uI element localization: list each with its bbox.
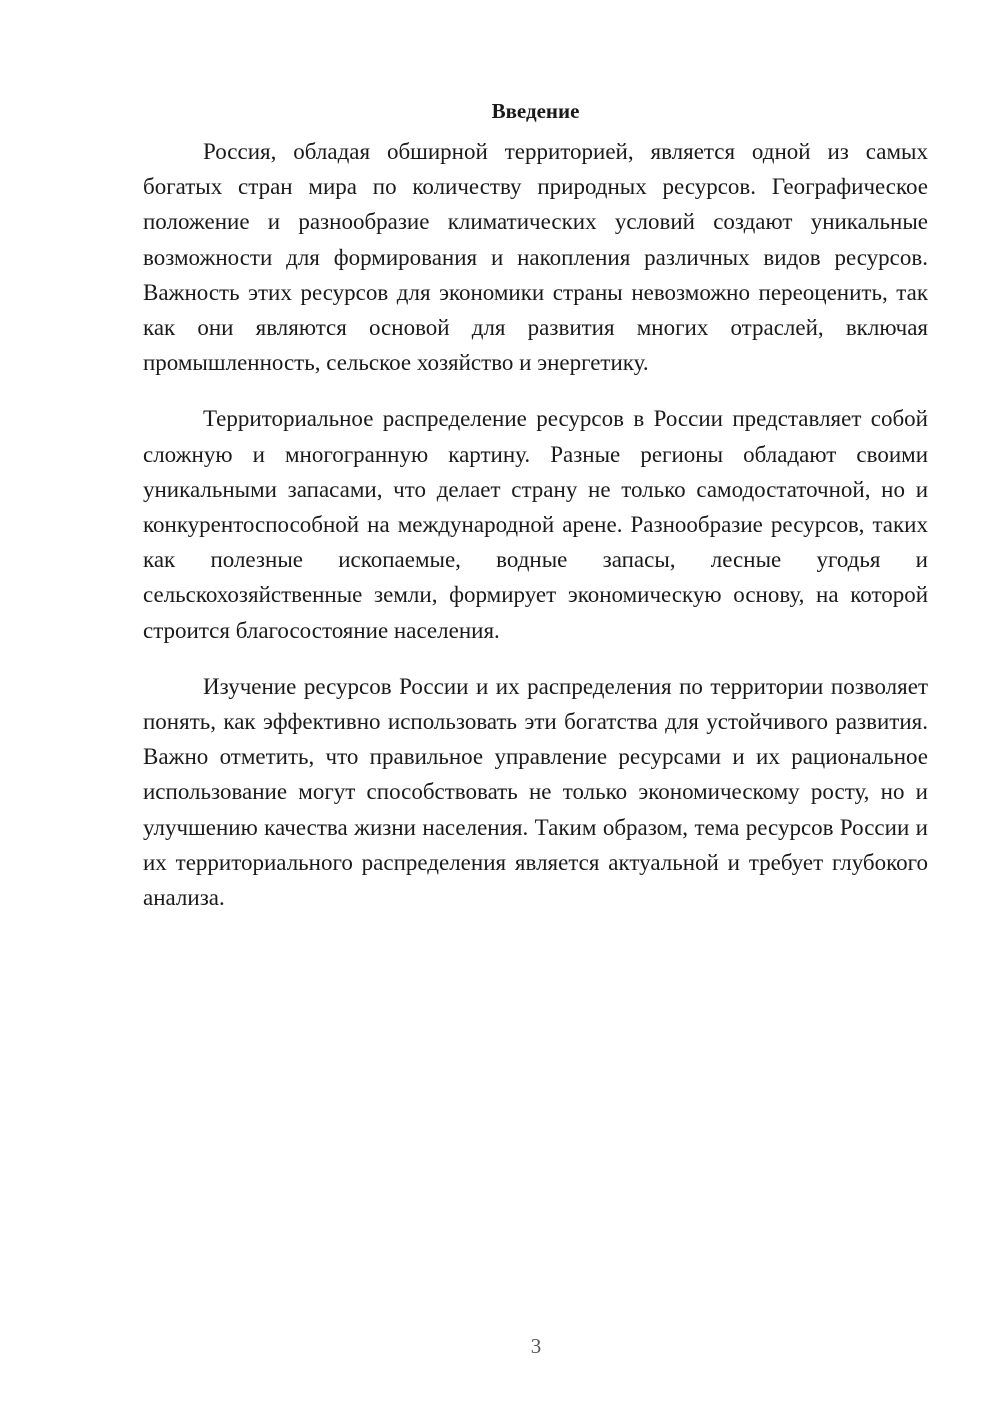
paragraph-3: Изучение ресурсов России и их распределения по территории позволяет понять, как эффективно использовать эти богатства для устойчивого развития. Важно отметить, что правильное управление ресурсами и их рациональное использование могут способствовать не только экономическому росту, но и улучшению качества жизни населения. Таким образом, тема ресурсов России и их территориального распределения является актуальной и требует глубокого анализа.: [143, 673, 928, 911]
page-number: 3: [530, 1334, 542, 1358]
page-content: [143, 96, 928, 936]
section-title: Введение: [491, 99, 580, 123]
paragraph-2: Территориальное распределение ресурсов в России представляет собой сложную и многогранную картину. Разные регионы обладают своими уникальными запасами, что делает страну не только самодостаточной, но и конкурентоспособной на международной арене. Разнообразие ресурсов, таких как полезные ископаемые, водные запасы, лесные угодья и сельскохозяйственные земли, формирует экономическую основу, на которой строится благосостояние населения.: [143, 406, 928, 643]
paragraph-1: Россия, обладая обширной территорией, является одной из самых богатых стран мира по количеству природных ресурсов. Географическое положение и разнообразие климатических условий создают уникальные возможности для формирования и накопления различных видов ресурсов. Важность этих ресурсов для экономики страны невозможно переоценить, так как они являются основой для развития многих отраслей, включая промышленность, сельское хозяйство и энергетику.: [143, 139, 928, 376]
